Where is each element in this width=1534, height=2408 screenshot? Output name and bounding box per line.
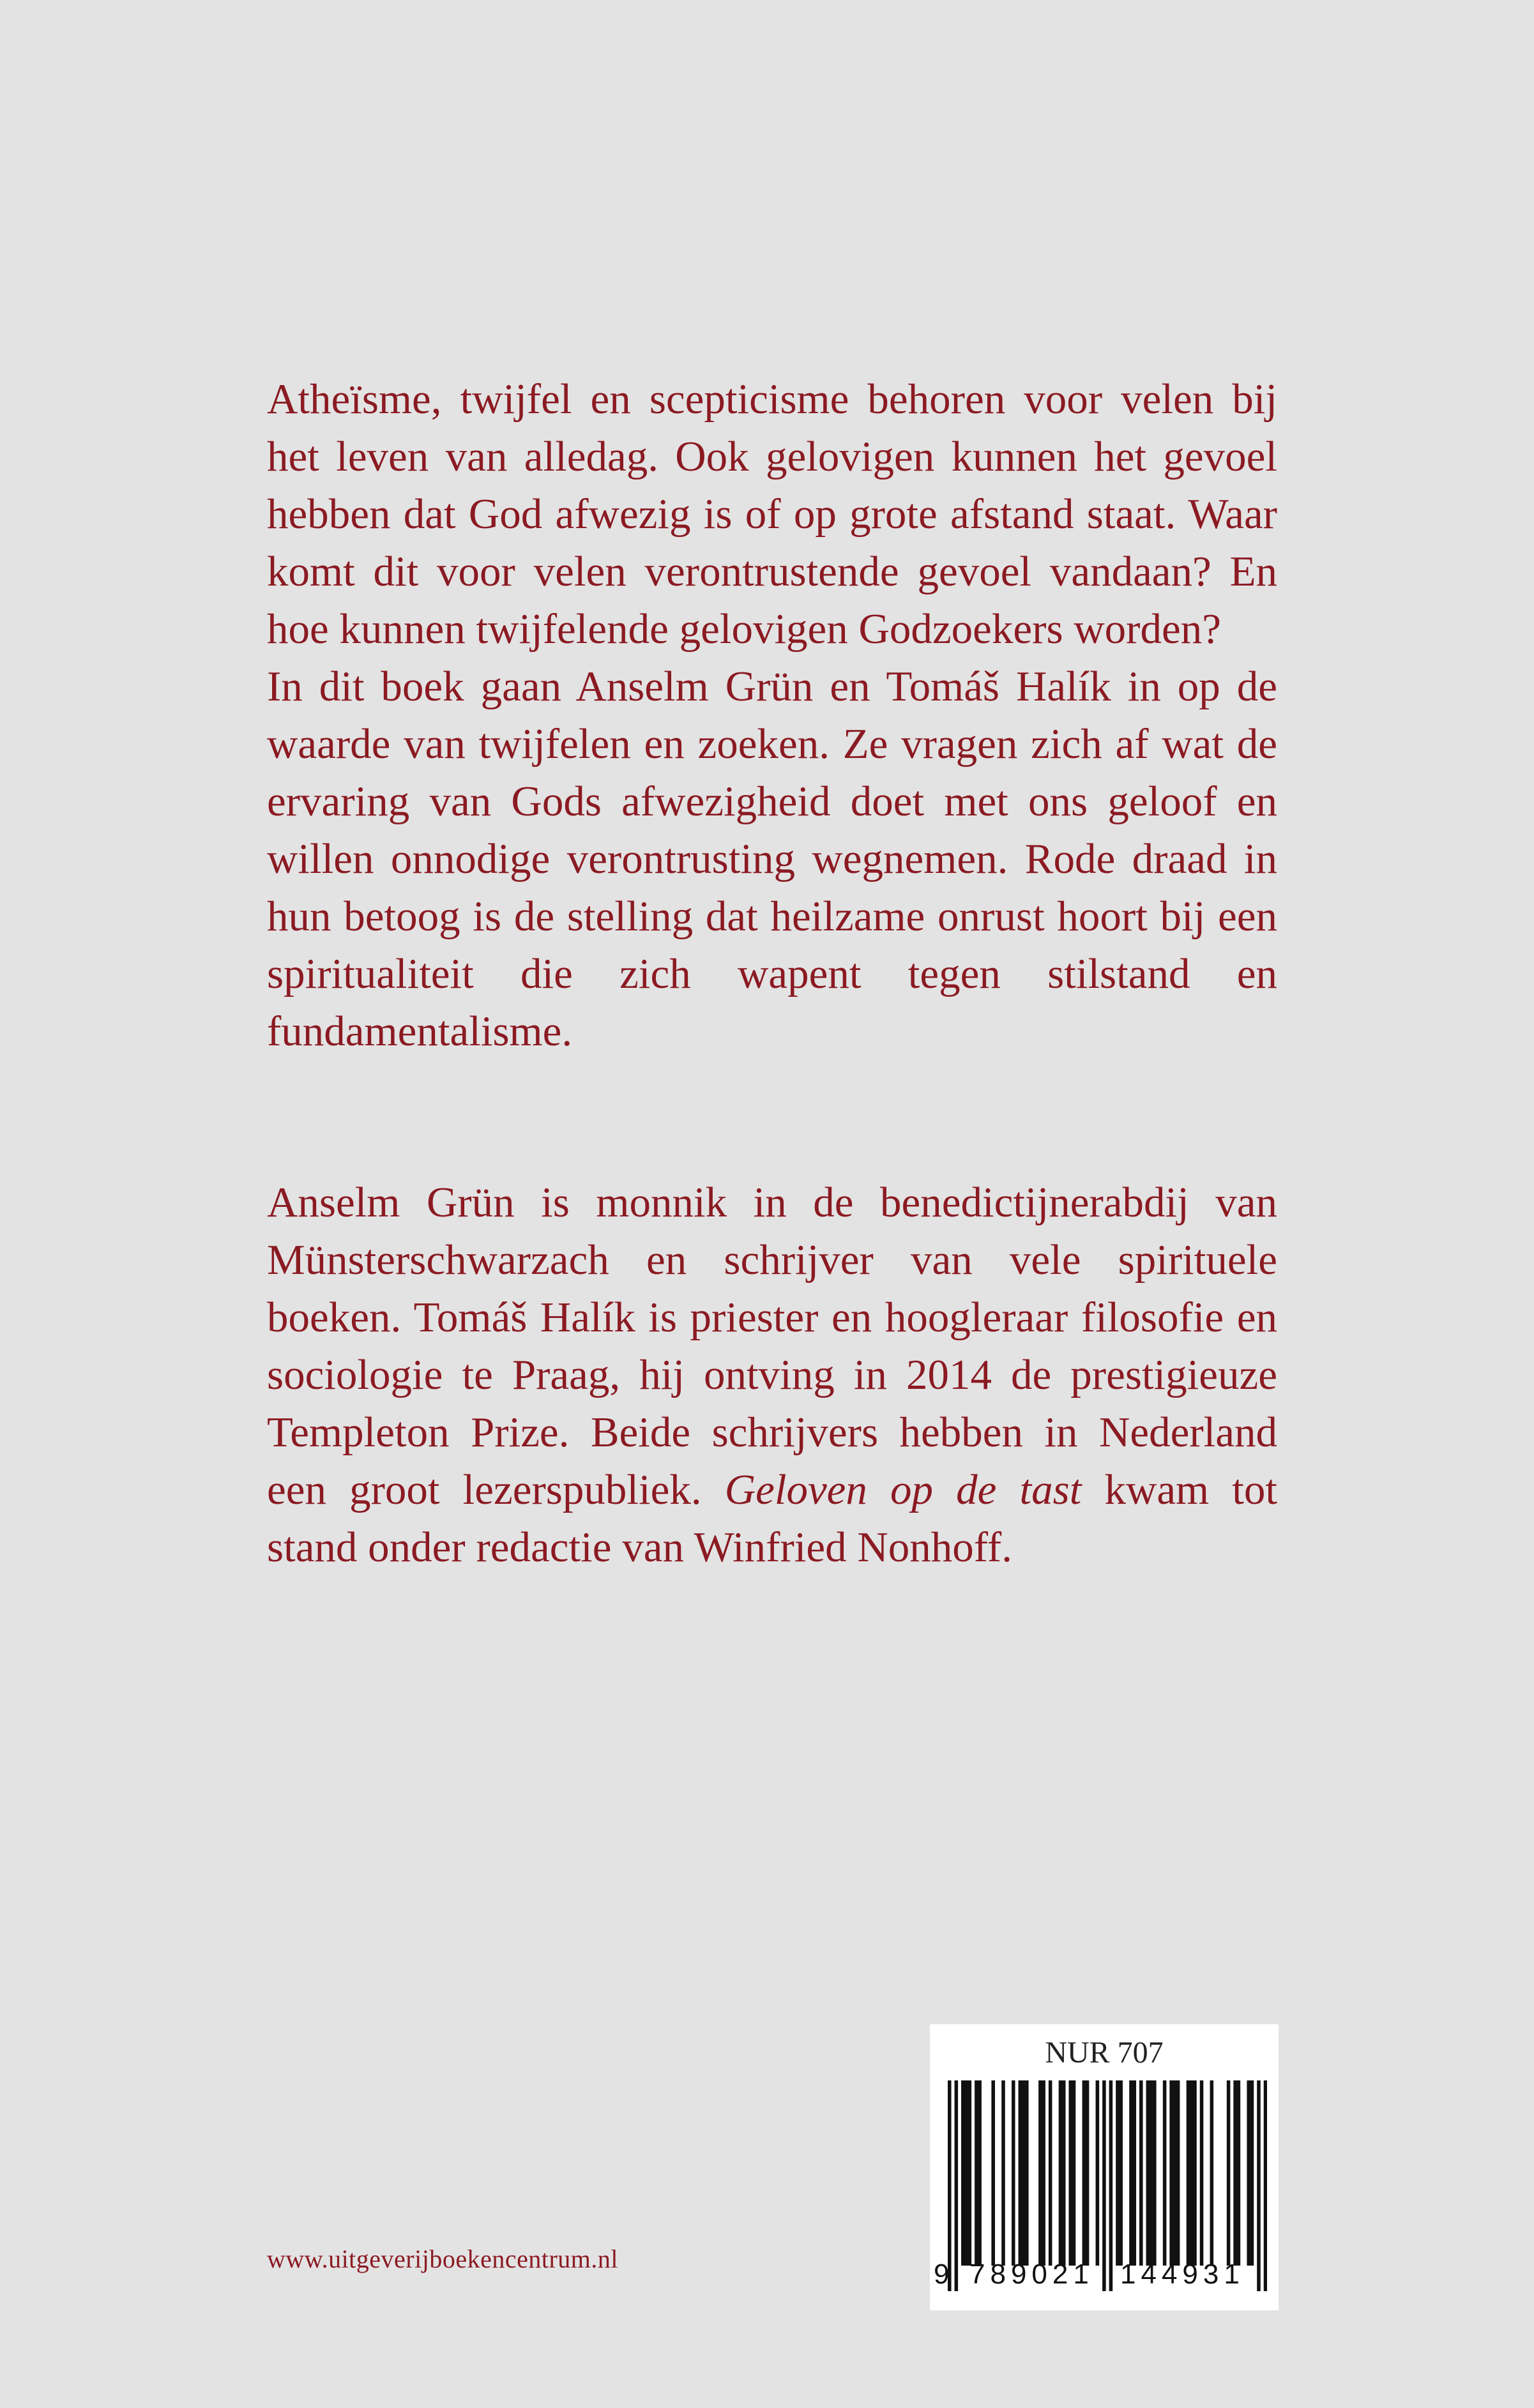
barcode-bar [1042, 2080, 1045, 2266]
barcode-bar [1062, 2080, 1066, 2266]
barcode-bar [978, 2080, 982, 2266]
barcode-bar [1001, 2080, 1005, 2266]
barcode-bar [1116, 2080, 1120, 2266]
barcode-bar [1176, 2080, 1180, 2266]
barcode-bar [1019, 2080, 1022, 2266]
barcode-bar [1247, 2080, 1250, 2266]
barcode-bar [1190, 2080, 1194, 2266]
barcode-bar [1153, 2080, 1157, 2266]
barcode-bar [1025, 2080, 1029, 2266]
publisher-website: www.uitgeverijboekencentrum.nl [267, 2245, 619, 2273]
barcode-bar [991, 2080, 995, 2266]
barcode-bar [1139, 2080, 1143, 2266]
barcode-bar [1132, 2080, 1136, 2266]
isbn-digit-group-1: 9 [934, 2259, 950, 2290]
author-bio-text: Anselm Grün is monnik in de benedictijnerabdij van Münsterschwarzach en schrijver van vele spirituele boeken. Tomáš Halík is priester en hoogleraar filosofie en sociologie te Praag, hij ontving in 2014 de prestigieuze Templeton Prize. Beide schrijvers hebben in Nederland een groot lezerspubliek. [267, 1179, 1277, 1513]
isbn-digits [934, 2255, 1267, 2294]
barcode-bar [1012, 2080, 1015, 2266]
barcode-bar [1072, 2080, 1076, 2266]
barcode-panel [930, 2024, 1279, 2310]
barcode-bar [1227, 2080, 1231, 2266]
isbn-digit-group-2: 789021 [969, 2259, 1094, 2290]
barcode-bar [1200, 2080, 1204, 2266]
barcode-bar [1096, 2080, 1100, 2266]
barcode-bar [1022, 2080, 1026, 2266]
book-title: Geloven op de tast [724, 1466, 1082, 1513]
barcode-bar [975, 2080, 978, 2266]
barcode-bar [968, 2080, 972, 2266]
barcode-bar [1119, 2080, 1123, 2266]
barcode-bar [1163, 2080, 1167, 2266]
barcode-bar [1049, 2080, 1052, 2266]
barcode-bar [1082, 2080, 1086, 2266]
barcode-bar [964, 2080, 968, 2266]
barcode-bar [1146, 2080, 1150, 2266]
barcode-bar [1187, 2080, 1190, 2266]
barcode-bar [1068, 2080, 1072, 2266]
barcode-bar [1250, 2080, 1254, 2266]
blurb-paragraph-2: In dit boek gaan Anselm Grün en Tomáš Halík in op de waarde van twijfelen en zoeken. Ze vragen zich af wat de ervaring van Gods afwezigheid doet met ons geloof en willen onnodige verontrusting wegnemen. Rode draad in hun betoog is de stelling dat heilzame onrust hoort bij een spiritualiteit die zich wapent tegen stilstand en fundamentalisme. [267, 663, 1277, 1055]
barcode-bar [1193, 2080, 1197, 2266]
barcode-bar [1233, 2080, 1237, 2266]
barcode-bar [1150, 2080, 1153, 2266]
barcode-bar [1059, 2080, 1063, 2266]
barcode-bar [1210, 2080, 1214, 2266]
barcode-bar [1086, 2080, 1090, 2266]
blurb-paragraph-1: Atheïsme, twijfel en scepticisme behoren voor velen bij het leven van alledag. Ook gelovigen kunnen het gevoel hebben dat God afwezig is of op grote afstand staat. Waar komt dit voor velen verontrustende gevoel vandaan? En hoe kunnen twijfelende gelovigen Godzoekers worden? [267, 375, 1277, 653]
barcode-bar [961, 2080, 965, 2266]
nur-label: NUR 707 [1045, 2036, 1164, 2070]
barcode-bar [1169, 2080, 1173, 2266]
barcode-bar [1129, 2080, 1133, 2266]
isbn-digit-group-3: 144931 [1120, 2259, 1245, 2290]
author-bio-text-end: kwam tot stand onder redactie van Winfried Nonhoff. [267, 1466, 1278, 1571]
blurb-text [267, 370, 1277, 1060]
author-bio [267, 1174, 1277, 1576]
barcode-bar [1038, 2080, 1042, 2266]
barcode-bar [1173, 2080, 1177, 2266]
author-bio-paragraph [267, 1174, 1277, 1576]
barcode-bar [1237, 2080, 1241, 2266]
